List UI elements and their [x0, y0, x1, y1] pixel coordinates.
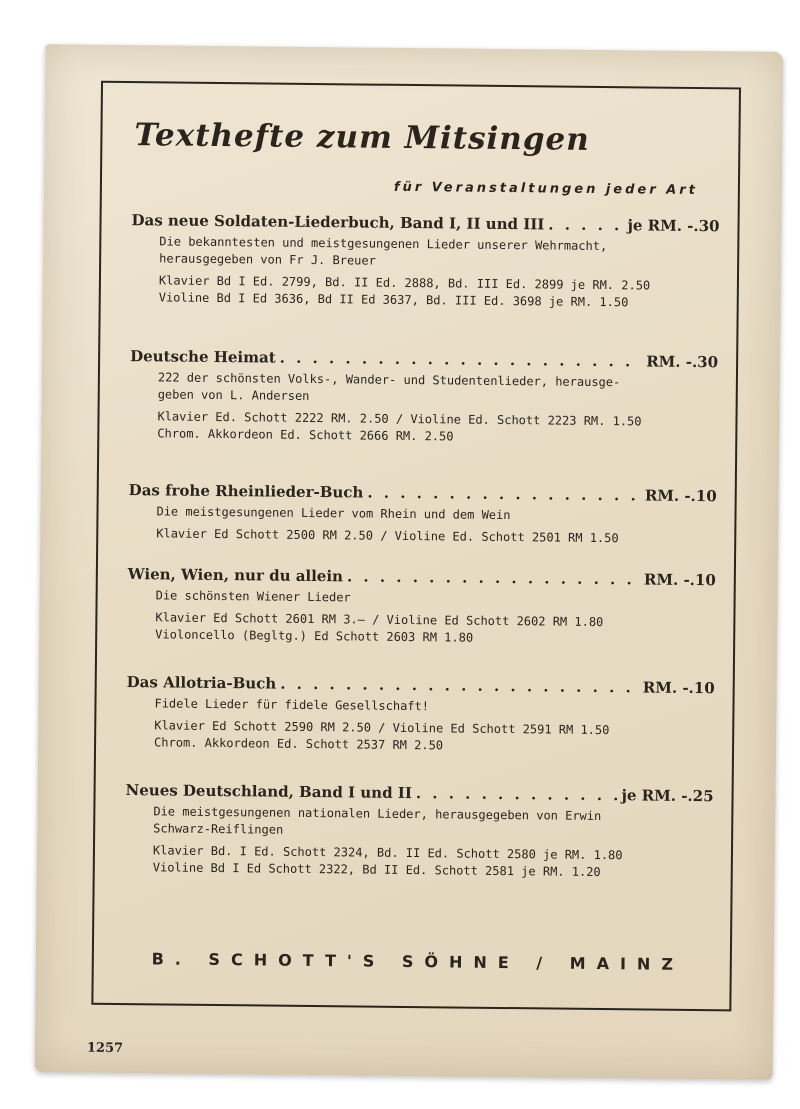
- entry-description-line: Fidele Lieder für fidele Gesellschaft!: [154, 696, 430, 714]
- page-subtitle: für Veranstaltungen jeder Art: [393, 179, 698, 199]
- entry-title: Das Allotria-Buch: [126, 673, 277, 693]
- entry-description-line: 222 der schönsten Volks-, Wander- und Studentenlieder, herausge-: [157, 370, 621, 390]
- entry-edition-line: Chrom. Akkordeon Ed. Schott 2537 RM 2.50: [154, 735, 444, 753]
- entry-heading: [126, 781, 714, 805]
- entry-details: [154, 695, 715, 757]
- entry-price: je RM. -.25: [621, 786, 714, 806]
- entry-edition-line: Klavier Bd. I Ed. Schott 2324, Bd. II Ed. Schott 2580 je RM. 1.80: [152, 843, 623, 863]
- entry-title: Deutsche Heimat: [130, 347, 276, 367]
- booklet-back-cover: [35, 44, 784, 1080]
- catalog-entry: [128, 481, 717, 548]
- entry-edition-line: Chrom. Akkordeon Ed. Schott 2666 RM. 2.50: [157, 426, 454, 444]
- entry-edition-line: Klavier Ed Schott 2500 RM 2.50 / Violine Ed. Schott 2501 RM 1.50: [156, 526, 619, 546]
- entry-description-line: Schwarz-Reiflingen: [153, 821, 284, 837]
- dot-leader: [416, 784, 618, 804]
- entry-heading: [127, 673, 715, 697]
- entry-details: [159, 233, 720, 312]
- entry-edition-line: Violine Bd I Ed Schott 2322, Bd II Ed. Schott 2581 je RM. 1.20: [152, 860, 601, 880]
- catalog-entry: [127, 565, 716, 649]
- entry-description-line: Die meistgesungenen Lieder vom Rhein und dem Wein: [156, 504, 511, 523]
- entry-heading: [128, 565, 716, 589]
- entry-details: [157, 369, 718, 448]
- entry-description-line: Die meistgesungenen nationalen Lieder, herausgegeben von Erwin: [153, 804, 602, 824]
- entry-edition-line: Klavier Ed Schott 2601 RM 3.— / Violine Ed Schott 2602 RM 1.80: [155, 610, 604, 630]
- entry-price: je RM. -.30: [627, 216, 720, 236]
- entry-price: RM. -.30: [646, 352, 719, 372]
- publisher-imprint: B. SCHOTT'S SÖHNE / MAINZ: [151, 949, 685, 974]
- catalog-entry: [125, 781, 714, 882]
- entry-details: [155, 587, 716, 649]
- entry-description-line: Die bekanntesten und meistgesungenen Lieder unserer Wehrmacht,: [159, 234, 608, 254]
- dot-leader: [280, 349, 643, 371]
- entry-edition-line: Violoncello (Begltg.) Ed Schott 2603 RM 1.80: [155, 627, 474, 645]
- catalog-entry: [126, 673, 715, 757]
- entry-edition-line: Violine Bd I Ed 3636, Bd II Ed 3637, Bd. III Ed. 3698 je RM. 1.50: [158, 290, 629, 310]
- entry-details: [156, 503, 716, 548]
- entry-description-line: herausgegeben von Fr J. Breuer: [159, 251, 376, 268]
- entry-title: Das frohe Rheinlieder-Buch: [128, 481, 364, 502]
- page-title: Texthefte zum Mitsingen: [134, 117, 590, 158]
- entry-description-line: Die schönsten Wiener Lieder: [155, 588, 351, 605]
- entry-price: RM. -.10: [644, 486, 717, 506]
- entry-heading: [130, 347, 718, 371]
- entry-description-line: geben von L. Andersen: [157, 387, 310, 403]
- entry-heading: [129, 481, 717, 505]
- entry-price: RM. -.10: [643, 570, 716, 590]
- entry-price: RM. -.10: [642, 678, 715, 698]
- entry-edition-line: Klavier Bd I Ed. 2799, Bd. II Ed. 2888, Bd. III Ed. 2899 je RM. 2.50: [158, 273, 651, 293]
- entry-title: Das neue Soldaten-Liederbuch, Band I, II und III: [131, 211, 545, 234]
- dot-leader: [280, 675, 639, 697]
- catalog-entry: [129, 347, 718, 448]
- publication-number: 1257: [86, 1040, 124, 1057]
- entry-title: Neues Deutschland, Band I und II: [125, 781, 412, 803]
- entry-details: [153, 803, 714, 882]
- dot-leader: [367, 484, 641, 505]
- entry-heading: [131, 211, 719, 235]
- content-area: [125, 83, 721, 974]
- entry-edition-line: Klavier Ed Schott 2590 RM 2.50 / Violine Ed Schott 2591 RM 1.50: [154, 718, 610, 738]
- entry-edition-line: Klavier Ed. Schott 2222 RM. 2.50 / Violine Ed. Schott 2223 RM. 1.50: [157, 409, 642, 429]
- dot-leader: [347, 567, 640, 588]
- border-frame: [91, 81, 741, 1012]
- dot-leader: [548, 215, 623, 234]
- catalog-entry: [131, 211, 720, 312]
- entry-title: Wien, Wien, nur du allein: [127, 565, 344, 586]
